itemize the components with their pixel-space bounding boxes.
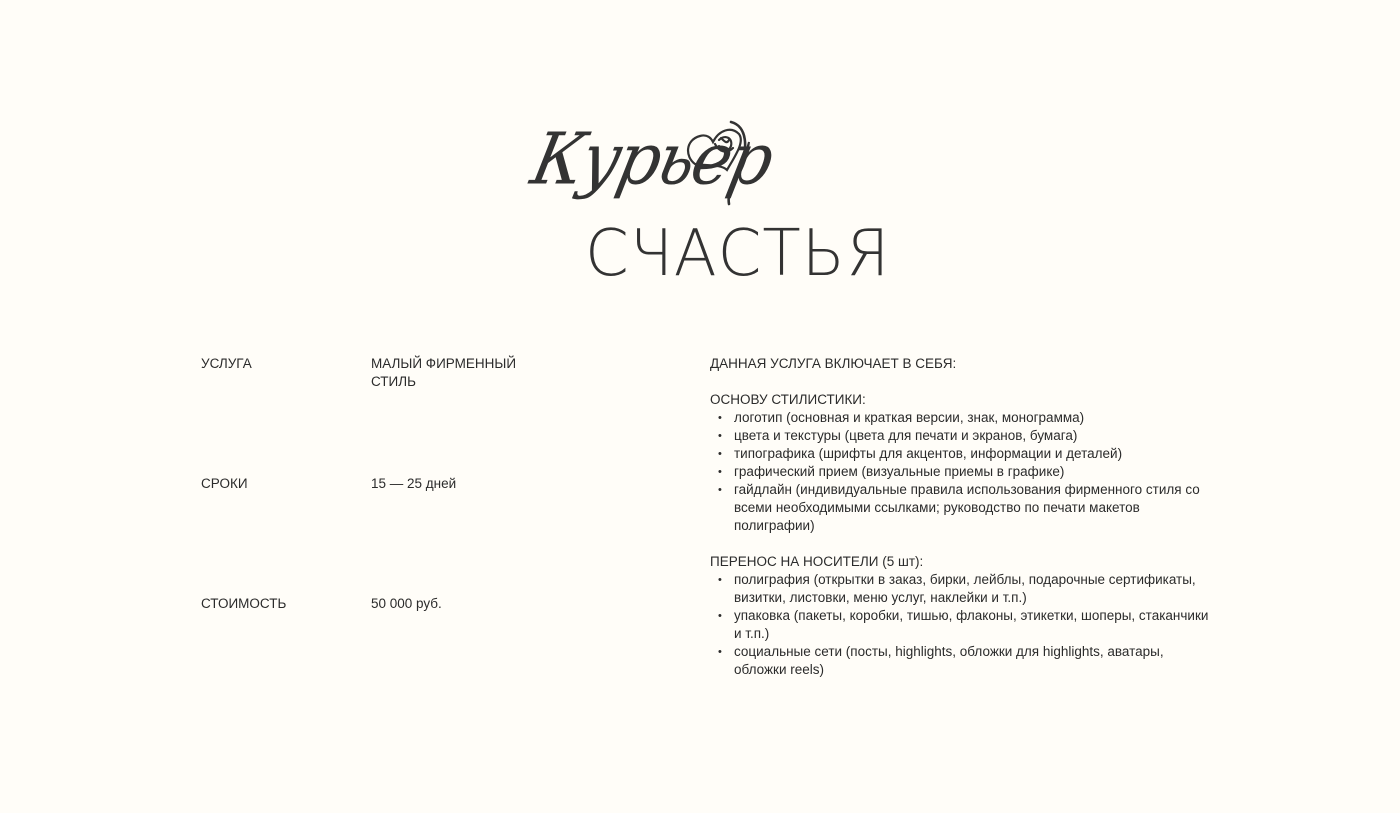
list-item-text: логотип (основная и краткая версии, знак, монограмма) bbox=[734, 410, 1085, 425]
list-item bbox=[710, 427, 1210, 445]
list-item bbox=[710, 481, 1210, 535]
bullet-icon: • bbox=[718, 466, 722, 478]
list-item-text: гайдлайн (индивидуальные правила использования фирменного стиля со всеми необходимыми ссылками; руководство по печати макетов полиграфии) bbox=[734, 482, 1200, 533]
list-item bbox=[710, 463, 1210, 481]
bullet-icon: • bbox=[718, 484, 722, 496]
duration-label: СРОКИ bbox=[201, 476, 248, 491]
service-details bbox=[710, 355, 1210, 679]
section-title-media-transfer: ПЕРЕНОС НА НОСИТЕЛИ (5 шт): bbox=[710, 554, 924, 569]
list-item-text: типографика (шрифты для акцентов, информации и деталей) bbox=[734, 446, 1123, 461]
service-value: МАЛЫЙ ФИРМЕННЫЙ СТИЛЬ bbox=[371, 356, 517, 389]
list-item-text: полиграфия (открытки в заказ, бирки, лейблы, подарочные сертификаты, визитки, листовки, меню услуг, наклейки и т.п.) bbox=[734, 572, 1196, 605]
details-heading: ДАННАЯ УСЛУГА ВКЛЮЧАЕТ В СЕБЯ: bbox=[710, 356, 957, 371]
brand-logo bbox=[524, 112, 891, 291]
bullet-icon: • bbox=[718, 574, 722, 586]
spacer bbox=[710, 535, 1210, 553]
bullet-icon: • bbox=[718, 412, 722, 424]
media-transfer-list bbox=[710, 571, 1210, 679]
list-item bbox=[710, 571, 1210, 607]
list-item-text: графический прием (визуальные приемы в графике) bbox=[734, 464, 1065, 479]
spacer bbox=[710, 373, 1210, 391]
service-label: УСЛУГА bbox=[201, 356, 252, 371]
price-value: 50 000 руб. bbox=[371, 596, 442, 611]
list-item-text: цвета и текстуры (цвета для печати и экранов, бумага) bbox=[734, 428, 1078, 443]
list-item bbox=[710, 607, 1210, 643]
list-item bbox=[710, 643, 1210, 679]
bullet-icon: • bbox=[718, 610, 722, 622]
section-title-style-basics: ОСНОВУ СТИЛИСТИКИ: bbox=[710, 392, 866, 407]
price-label: СТОИМОСТЬ bbox=[201, 596, 287, 611]
bullet-icon: • bbox=[718, 448, 722, 460]
list-item bbox=[710, 445, 1210, 463]
list-item-text: социальные сети (посты, highlights, обложки для highlights, аватары, обложки reels) bbox=[734, 644, 1164, 677]
style-basics-list bbox=[710, 409, 1210, 535]
list-item-text: упаковка (пакеты, коробки, тишью, флаконы, этикетки, шоперы, стаканчики и т.п.) bbox=[734, 608, 1209, 641]
logo-main-word: СЧАСТЬЯ bbox=[585, 217, 891, 291]
bullet-icon: • bbox=[718, 646, 722, 658]
logo-script-word: Курьер bbox=[524, 117, 780, 201]
bullet-icon: • bbox=[718, 430, 722, 442]
list-item bbox=[710, 409, 1210, 427]
duration-value: 15 — 25 дней bbox=[371, 476, 457, 491]
